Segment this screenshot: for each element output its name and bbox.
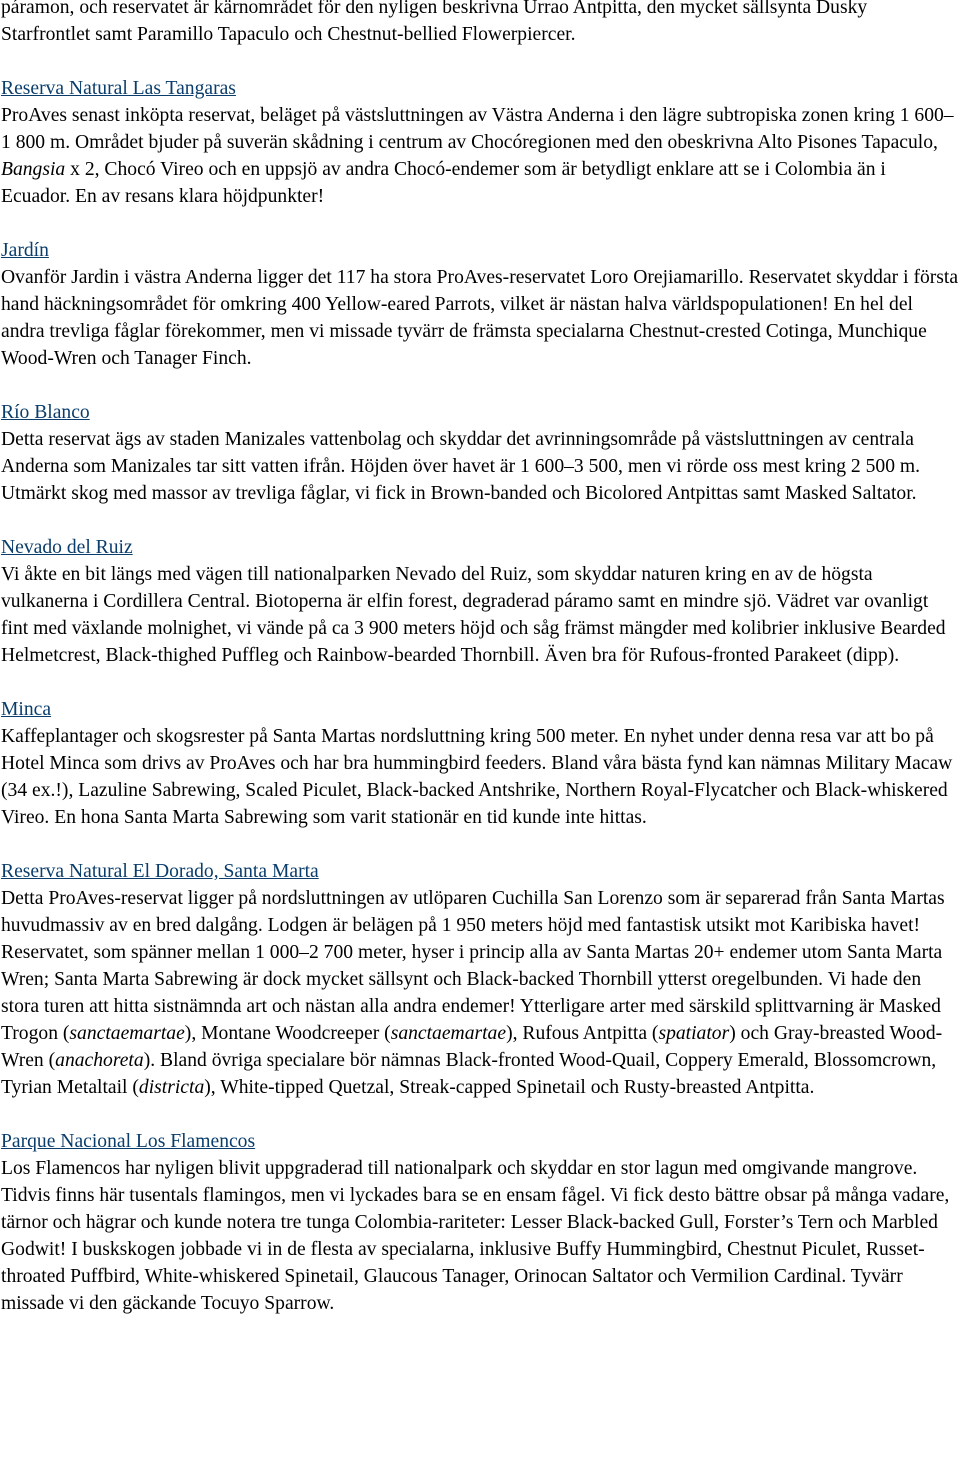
- italic-text: districta: [138, 1077, 205, 1098]
- section-paragraph: [1, 723, 959, 831]
- section-paragraph: [1, 264, 959, 372]
- text-segment: ) och Gray-breasted Wood-Wren (: [1, 1023, 943, 1071]
- text-segment: ), White-tipped Quetzal, Streak-capped Spinetail och Rusty-breasted Antpitta.: [204, 1077, 815, 1098]
- section-parque-nacional-los-flamencos: [1, 1128, 959, 1317]
- text-segment: ProAves senast inköpta reservat, beläget på västsluttningen av Västra Anderna i den lägre subtropiska zonen kring 1 600–1 800 m. Området bjuder på suverän skådning i centrum av Chocóregionen med den obeskrivna Alto Pisones Tapaculo,: [1, 105, 954, 153]
- section-paragraph: [1, 102, 959, 210]
- text-segment: x 2, Chocó Vireo och en uppsjö av andra Chocó-endemer som är betydligt enklare att se i Colombia än i Ecuador. En av resans klara höjdpunkter!: [1, 159, 886, 207]
- section-paragraph: [1, 1155, 959, 1317]
- section-heading: Parque Nacional Los Flamencos: [1, 1131, 256, 1152]
- italic-text: spatiator: [658, 1023, 730, 1044]
- section-heading: Río Blanco: [1, 402, 90, 423]
- italic-text: sanctaemartae: [390, 1023, 507, 1044]
- text-segment: Vi åkte en bit längs med vägen till nationalparken Nevado del Ruiz, som skyddar naturen kring en av de högsta vulkanerna i Cordillera Central. Biotoperna är elfin forest, degraderad páramo samt en mindre sjö. Vädret var ovanligt fint med växlande molnighet, vi vände på ca 3 900 meters höjd och såg främst mängder med kolibrier inklusive Bearded Helmetcrest, Black-thighed Puffleg och Rainbow-bearded Thornbill. Även bra för Rufous-fronted Parakeet (dipp).: [1, 564, 946, 666]
- section-heading: Jardín: [1, 240, 49, 261]
- intro-section: [1, 0, 959, 48]
- text-segment: ), Rufous Antpitta (: [506, 1023, 659, 1044]
- section-jardin: [1, 237, 959, 372]
- italic-text: sanctaemartae: [69, 1023, 185, 1044]
- section-minca: [1, 696, 959, 831]
- section-heading: Nevado del Ruiz: [1, 537, 133, 558]
- italic-text: Bangsia: [1, 159, 66, 180]
- intro-paragraph: páramon, och reservatet är kärnområdet för den nyligen beskrivna Urrao Antpitta, den mycket sällsynta Dusky Starfrontlet samt Paramillo Tapaculo och Chestnut-bellied Flowerpiercer.: [1, 0, 868, 45]
- italic-text: anachoreta: [55, 1050, 144, 1071]
- section-paragraph: [1, 885, 959, 1101]
- text-segment: ). Bland övriga specialare bör nämnas Black-fronted Wood-Quail, Coppery Emerald, Blossomcrown, Tyrian Metaltail (: [1, 1050, 937, 1098]
- section-paragraph: [1, 561, 959, 669]
- text-segment: Detta reservat ägs av staden Manizales vattenbolag och skyddar det avrinningsområde på västsluttningen av centrala Anderna som Manizales tar sitt vatten ifrån. Höjden över havet är 1 600–3 500, men vi rörde oss mest kring 2 500 m. Utmärkt skog med massor av trevliga fåglar, vi fick in Brown-banded och Bicolored Antpittas samt Masked Saltator.: [1, 429, 921, 504]
- text-segment: Kaffeplantager och skogsrester på Santa Martas nordsluttning kring 500 meter. En nyhet under denna resa var att bo på Hotel Minca som drivs av ProAves och har bra hummingbird feeders. Bland våra bästa fynd kan nämnas Military Macaw (34 ex.!), Lazuline Sabrewing, Scaled Piculet, Black-backed Antshrike, Northern Royal-Flycatcher och Black-whiskered Vireo. En hona Santa Marta Sabrewing som varit stationär en tid kunde inte hittas.: [1, 726, 953, 828]
- text-segment: Detta ProAves-reservat ligger på nordsluttningen av utlöparen Cuchilla San Lorenzo som är separerad från Santa Martas huvudmassiv av en bred dalgång. Lodgen är belägen på 1 950 meters höjd med fantastisk utsikt mot Karibiska havet! Reservatet, som spänner mellan 1 000–2 700 meter, hyser i princip alla av Santa Martas 20+ endemer utom Santa Marta Wren; Santa Marta Sabrewing är dock mycket sällsynt och Black-backed Thornbill ytterst oregelbunden. Vi hade den stora turen att hitta sistnämnda art och nästan alla andra endemer! Ytterligare arter med särskild splittvarning är Masked Trogon (: [1, 888, 945, 1044]
- section-reserva-natural-las-tangaras: [1, 75, 959, 210]
- section-heading: Reserva Natural El Dorado, Santa Marta: [1, 861, 319, 882]
- text-segment: ), Montane Woodcreeper (: [184, 1023, 391, 1044]
- section-heading: Minca: [1, 699, 52, 720]
- text-segment: Los Flamencos har nyligen blivit uppgraderad till nationalpark och skyddar en stor lagun med omgivande mangrove. Tidvis finns här tusentals flamingos, men vi lyckades bara se en ensam fågel. Vi fick desto bättre obsar på många vadare, tärnor och hägrar och kunde notera tre tunga Colombia-rariteter: Lesser Black-backed Gull, Forster’s Tern och Marbled Godwit! I buskskogen jobbade vi in de flesta av specialarna, inklusive Buffy Hummingbird, Chestnut Piculet, Russet-throated Puffbird, White-whiskered Spinetail, Glaucous Tanager, Orinocan Saltator och Vermilion Cardinal. Tyvärr missade vi den gäckande Tocuyo Sparrow.: [1, 1158, 950, 1314]
- text-segment: Ovanför Jardin i västra Anderna ligger det 117 ha stora ProAves-reservatet Loro Orejiamarillo. Reservatet skyddar i första hand häckningsområdet för omkring 400 Yellow-eared Parrots, vilket är nästan halva världspopulationen! En hel del andra trevliga fåglar förekommer, men vi missade tyvärr de främsta specialarna Chestnut-crested Cotinga, Munchique Wood-Wren och Tanager Finch.: [1, 267, 959, 369]
- sections-container: [1, 75, 959, 1317]
- section-paragraph: [1, 426, 959, 507]
- section-heading: Reserva Natural Las Tangaras: [1, 78, 236, 99]
- section-reserva-natural-el-dorado-santa-marta: [1, 858, 959, 1101]
- section-rio-blanco: [1, 399, 959, 507]
- section-nevado-del-ruiz: [1, 534, 959, 669]
